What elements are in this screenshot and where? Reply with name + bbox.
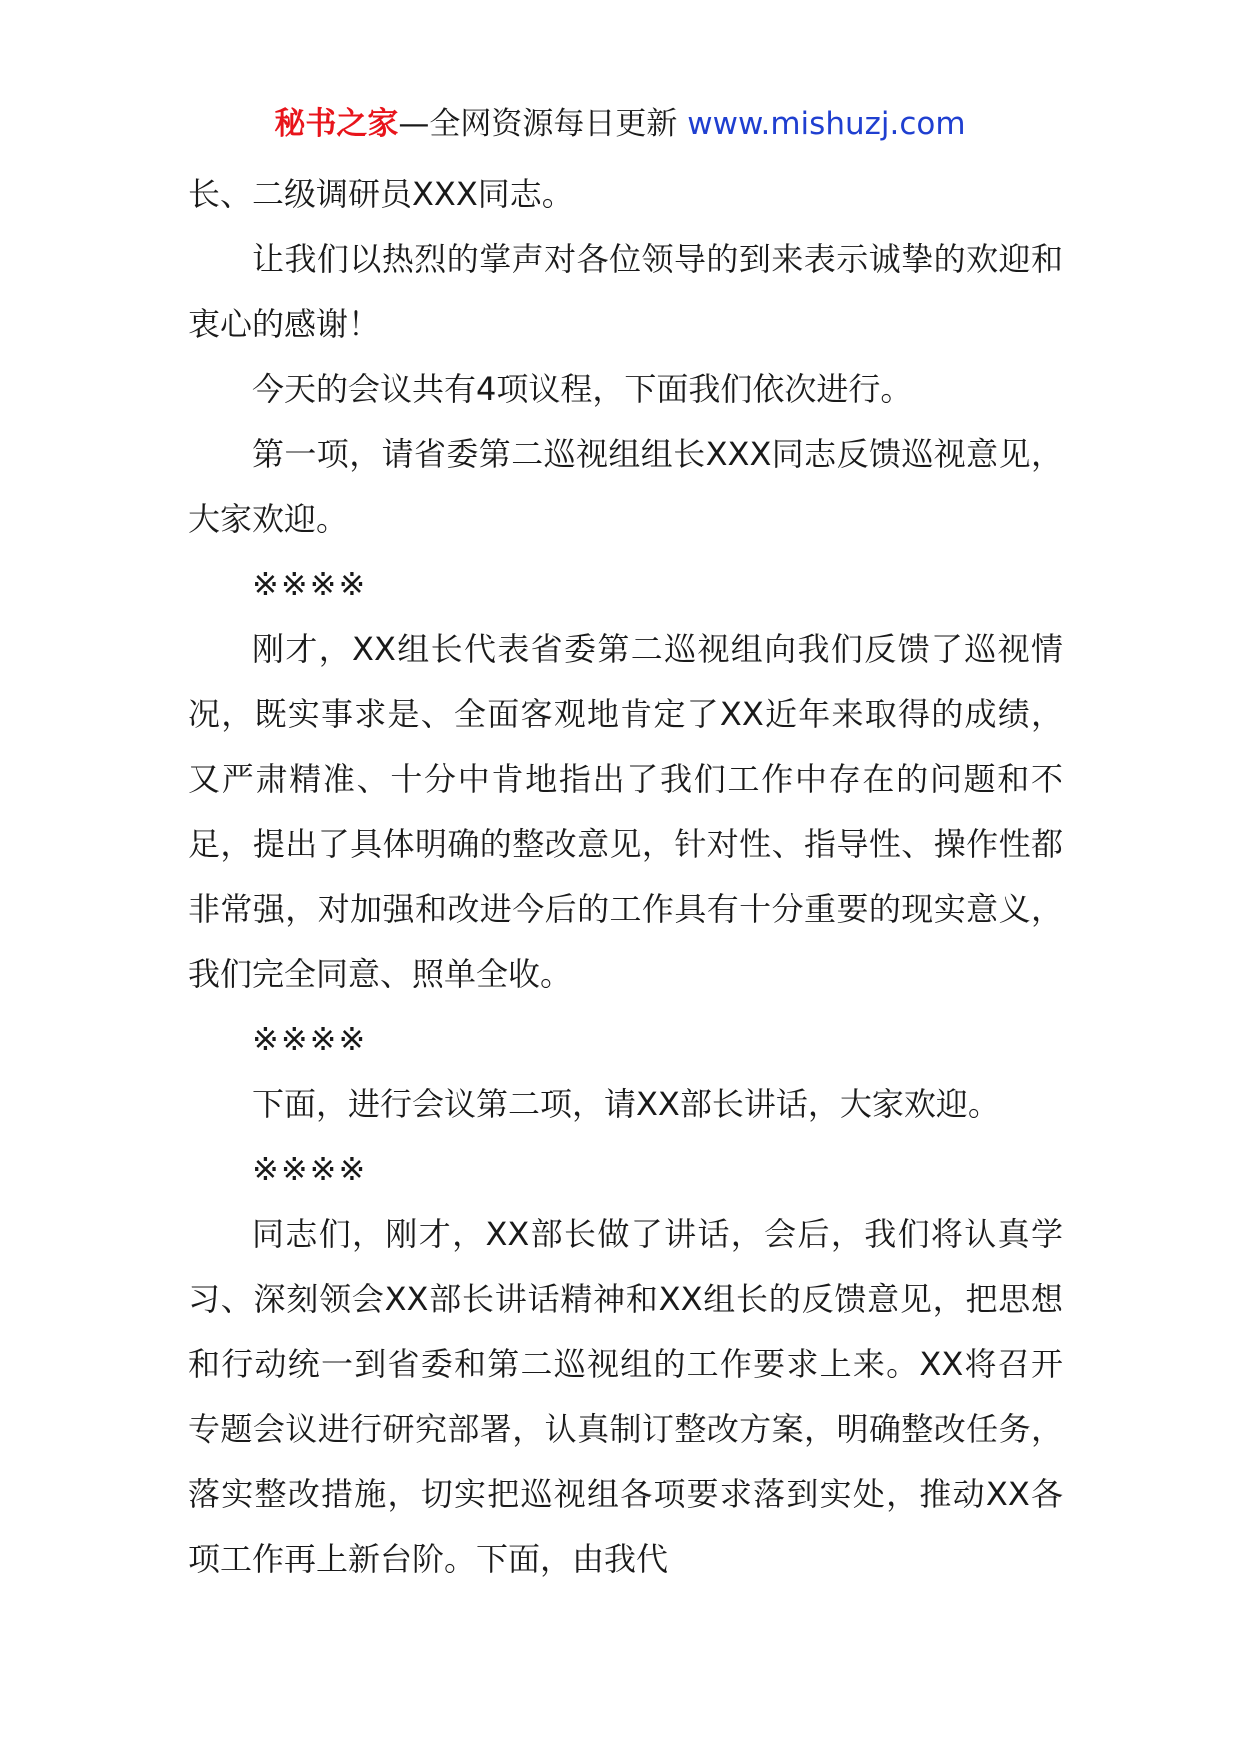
brand-name: 秘书之家 [274, 106, 399, 142]
header-tagline: —全网资源每日更新 [398, 106, 678, 142]
paragraph: 下面，进行会议第二项，请XX部长讲话，大家欢迎。 [252, 1085, 1000, 1123]
paragraph: 让我们以热烈的掌声对各位领导的到来表示诚挚的欢迎和衷心的感谢！ [188, 240, 1063, 343]
document-body [188, 162, 1063, 1592]
separator-marks: ※※※※ [252, 1020, 368, 1058]
site-url-link[interactable]: www.mishuzj.com [687, 106, 966, 142]
paragraph: 长、二级调研员XXX同志。 [188, 175, 574, 213]
page-header [0, 100, 1240, 148]
separator-marks: ※※※※ [252, 565, 368, 603]
paragraph: 同志们，刚才，XX部长做了讲话，会后，我们将认真学习、深刻领会XX部长讲话精神和XX组长的反馈意见，把思想和行动统一到省委和第二巡视组的工作要求上来。XX将召开专题会议进行研究部署，认真制订整改方案，明确整改任务，落实整改措施，切实把巡视组各项要求落到实处，推动XX各项工作再上新台阶。下面，由我代 [188, 1215, 1063, 1578]
paragraph: 刚才，XX组长代表省委第二巡视组向我们反馈了巡视情况，既实事求是、全面客观地肯定了XX近年来取得的成绩，又严肃精准、十分中肯地指出了我们工作中存在的问题和不足，提出了具体明确的整改意见，针对性、指导性、操作性都非常强，对加强和改进今后的工作具有十分重要的现实意义，我们完全同意、照单全收。 [188, 630, 1063, 993]
paragraph: 今天的会议共有4项议程，下面我们依次进行。 [252, 370, 913, 408]
paragraph: 第一项，请省委第二巡视组组长XXX同志反馈巡视意见，大家欢迎。 [188, 435, 1063, 538]
separator-marks: ※※※※ [252, 1150, 368, 1188]
